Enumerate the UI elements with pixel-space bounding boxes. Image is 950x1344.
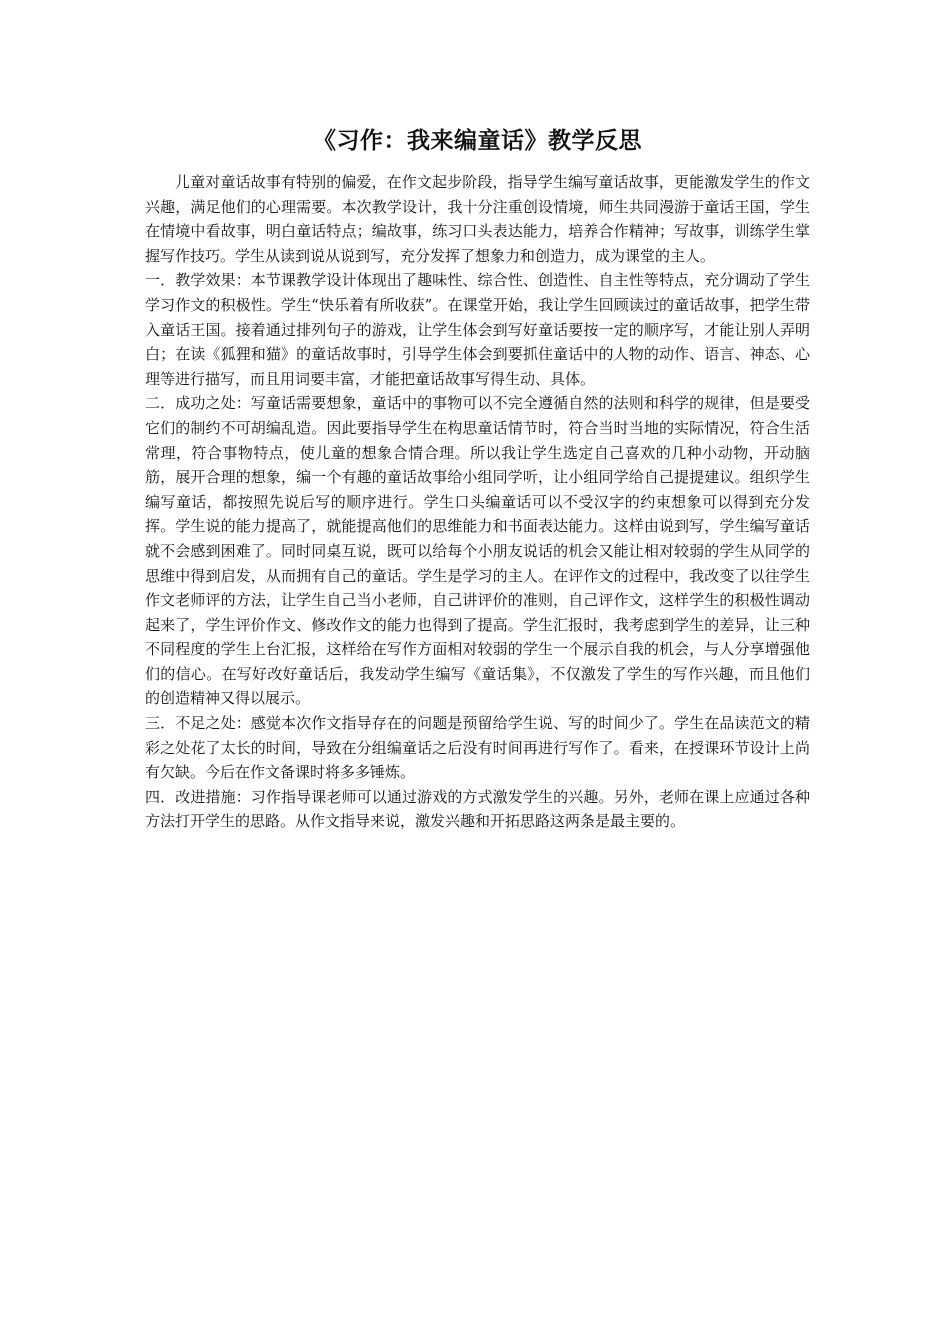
intro-paragraph: 儿童对童话故事有特别的偏爱，在作文起步阶段，指导学生编写童话故事，更能激发学生的作文兴趣，满足他们的心理需要。本次教学设计，我十分注重创设情境，师生共同漫游于童话王国，学生在情境中看故事，明白童话特点；编故事，练习口头表达能力，培养合作精神；写故事，训练学生掌握写作技巧。学生从读到说从说到写，充分发挥了想象力和创造力，成为课堂的主人。 — [145, 173, 810, 265]
document-page — [145, 124, 810, 834]
section-shortcomings: 三．不足之处：感觉本次作文指导存在的问题是预留给学生说、写的时间少了。学生在品读范文的精彩之处花了太长的时间，导致在分组编童话之后没有时间再进行写作了。看来，在授课环节设计上尚有欠缺。今后在作文备课时将多多锤炼。 — [145, 714, 810, 782]
section-successes: 二．成功之处：写童话需要想象，童话中的事物可以不完全遵循自然的法则和科学的规律，但是要受它们的制约不可胡编乱造。因此要指导学生在构思童话情节时，符合当时当地的实际情况，符合生活常理，符合事物特点，使儿童的想象合情合理。所以我让学生选定自己喜欢的几种小动物，开动脑筋，展开合理的想象，编一个有趣的童话故事给小组同学听，让小组同学给自己提提建议。组织学生编写童话，都按照先说后写的顺序进行。学生口头编童话可以不受汉字的约束想象可以得到充分发挥。学生说的能力提高了，就能提高他们的思维能力和书面表达能力。这样由说到写，学生编写童话就不会感到困难了。同时同桌互说，既可以给每个小朋友说话的机会又能让相对较弱的学生从同学的思维中得到启发，从而拥有自己的童话。学生是学习的主人。在评作文的过程中，我改变了以往学生作文老师评的方法，让学生自己当小老师，自己讲评价的准则，自己评作文，这样学生的积极性调动起来了，学生评价作文、修改作文的能力也得到了提高。学生汇报时，我考虑到学生的差异，让三种不同程度的学生上台汇报，这样给在写作方面相对较弱的学生一个展示自我的机会，与人分享增强他们的信心。在写好改好童话后，我发动学生编写《童话集》，不仅激发了学生的写作兴趣，而且他们的创造精神又得以展示。 — [145, 394, 810, 708]
document-title: 《习作：我来编童话》教学反思 — [313, 127, 642, 154]
section-improvements: 四．改进措施：习作指导课老师可以通过游戏的方式激发学生的兴趣。另外，老师在课上应通过各种方法打开学生的思路。从作文指导来说，激发兴趣和开拓思路这两条是最主要的。 — [145, 787, 810, 831]
section-teaching-effect: 一．教学效果：本节课教学设计体现出了趣味性、综合性、创造性、自主性等特点，充分调动了学生学习作文的积极性。学生“快乐着有所收获”。在课堂开始，我让学生回顾读过的童话故事，把学生带入童话王国。接着通过排列句子的游戏，让学生体会到写好童话要按一定的顺序写，才能让别人弄明白；在读《狐狸和猫》的童话故事时，引导学生体会到要抓住童话中的人物的动作、语言、神态、心理等进行描写，而且用词要丰富，才能把童话故事写得生动、具体。 — [145, 271, 810, 388]
